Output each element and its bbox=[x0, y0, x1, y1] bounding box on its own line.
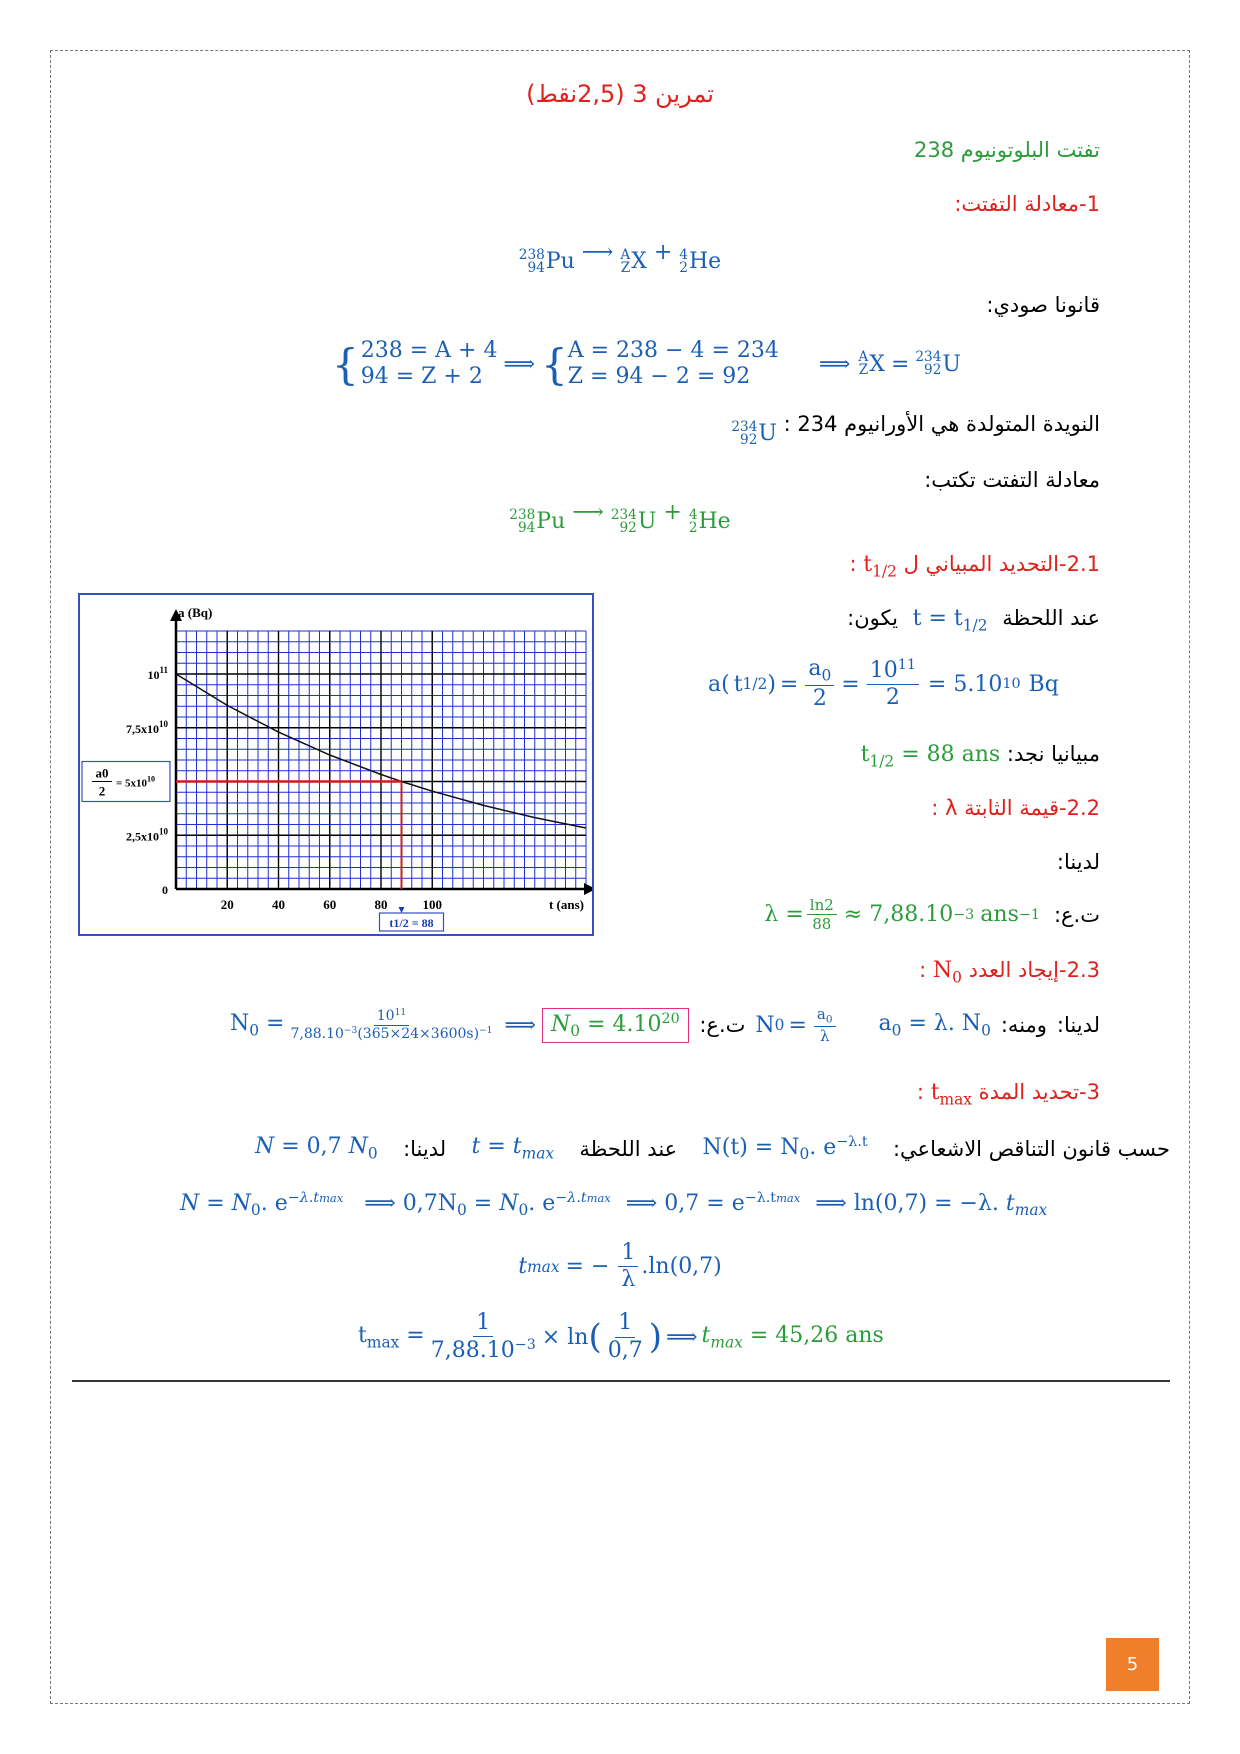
y-tick-label: 0 bbox=[162, 883, 168, 897]
y-tick-exponent: 11 bbox=[159, 665, 168, 675]
x-axis-arrow bbox=[584, 883, 592, 895]
soddy-label: قانونا صودي: bbox=[986, 293, 1100, 317]
lambda-line: λ = $\frac{\ln 2}{88}$ ≈ 7,88.10 −3 ans −1 ت.ع: bbox=[764, 896, 1100, 933]
equation-label: معادلة التفتت تكتب: bbox=[924, 468, 1100, 492]
x-tick-label: 80 bbox=[374, 897, 388, 912]
graph-found-line: $t_{1/2} = 88$ ans مبيانيا نجد: bbox=[860, 742, 1100, 771]
activity-chart-svg bbox=[80, 595, 592, 934]
half-value-denominator: 2 bbox=[98, 783, 106, 799]
q22-heading: 2.2-قيمة الثابتة λ : bbox=[931, 796, 1100, 820]
q23-heading: : $N_0$ 2.3-إيجاد العدد bbox=[919, 958, 1100, 987]
at-instant-line: يكون: $t = t_{1/2}$ عند اللحظة bbox=[847, 606, 1100, 635]
tmax-numeric: $t_{max}$ = $\frac{1}{7,88.10^{-3}}$ × ln ( $\frac{1}{0,7}$ ) ⟹ $t_{max} = 45,26$ ans bbox=[358, 1310, 884, 1364]
x-tick-label: 40 bbox=[272, 897, 285, 912]
q21-heading: : $t_{1/2}$ 2.1-التحديد المبياني ل bbox=[849, 552, 1100, 581]
decay-equation-general: 238 94 Pu ⟶ A Z X + 4 2 He bbox=[518, 240, 722, 276]
y-tick-label: $7,5x10^{10}$ bbox=[126, 718, 168, 736]
q3-heading: : $t_{max}$ 3-تحديد المدة bbox=[916, 1080, 1100, 1109]
decay-law-line: N = 0,7 $N_0$ لدينا: $t = t_{max}$ عند اللحظة $N(t) = N_0$. $e^{-\lambda.t}$ حسب قانون التناقص الاشعاعي: bbox=[255, 1134, 1170, 1164]
y-tick-label: $10^{11}$ bbox=[147, 665, 168, 682]
y-tick-label: $2,5x10^{10}$ bbox=[126, 826, 168, 844]
y-tick-exponent: 10 bbox=[159, 826, 168, 837]
n0-line: $N_0$ = $\frac{10^{11}}{7,88.10^{-3}(365\times 24\times 3600s)^{-1}}$ ⟹ $N_0 = 4.10^{20}$ ت.ع: N 0 = $\frac{a_0}{\lambda}$ $a_0 = \lambda$. $N_0$ ومنه: لدينا: bbox=[230, 1005, 1100, 1046]
exercise-title: تمرين 3 (2,5نقط) bbox=[526, 80, 714, 108]
t-half-label: t1/2 = 88 bbox=[389, 916, 434, 930]
x-tick-label: 20 bbox=[220, 897, 234, 912]
activity-graph bbox=[78, 593, 594, 936]
y-tick-exponent: 10 bbox=[159, 718, 168, 729]
x-tick-label: 60 bbox=[323, 897, 337, 912]
section-divider bbox=[72, 1380, 1170, 1382]
half-value-numerator: a0 bbox=[95, 765, 109, 781]
q1-heading: 1-معادلة التفتت: bbox=[954, 192, 1100, 216]
half-value-exponent: 10 bbox=[147, 774, 156, 784]
y-axis-title: a (Bq) bbox=[178, 605, 213, 620]
a-half-formula: a( t 1/2 ) = $\frac{a_0}{2}$ = $\frac{10^{11}}{2}$ = 5.10 10 Bq bbox=[708, 656, 1059, 711]
x-tick-label: 100 bbox=[422, 897, 442, 912]
x-axis-title: t (ans) bbox=[548, 897, 584, 912]
page-number: 5 bbox=[1106, 1638, 1159, 1691]
soddy-system: { 238 = A + 4 94 = Z + 2 ⟹ { A = 238 − 4 = 234 Z = 94 − 2 = 92 ⟹ A Z X = 234 92 U bbox=[332, 338, 961, 390]
ladayna-label: لدينا: bbox=[1056, 850, 1100, 874]
subtitle: تفتت البلوتونيوم 238 bbox=[914, 138, 1100, 162]
t-half-pointer bbox=[399, 907, 405, 913]
decay-chain: $N = N_0$. $e^{-\lambda.tmax}$ ⟹ $0,7N_0 = N_0$. $e^{-\lambda.tmax}$ ⟹ $0,7 = e^{-\lambda.tmax}$ ⟹ ln(0,7) = −λ. $t_{max}$ bbox=[180, 1190, 1048, 1220]
half-value-label: = $5x10^{10}$ bbox=[116, 774, 156, 790]
nuclide-line: 234 92 U النويدة المتولدة هي الأورانيوم 234 : bbox=[731, 412, 1100, 448]
decay-equation-final: 238 94 Pu ⟶ 234 92 U + 4 2 He bbox=[509, 500, 731, 536]
tmax-formula: t max = − $\frac{1}{\lambda}$ .ln(0,7) bbox=[518, 1240, 722, 1293]
